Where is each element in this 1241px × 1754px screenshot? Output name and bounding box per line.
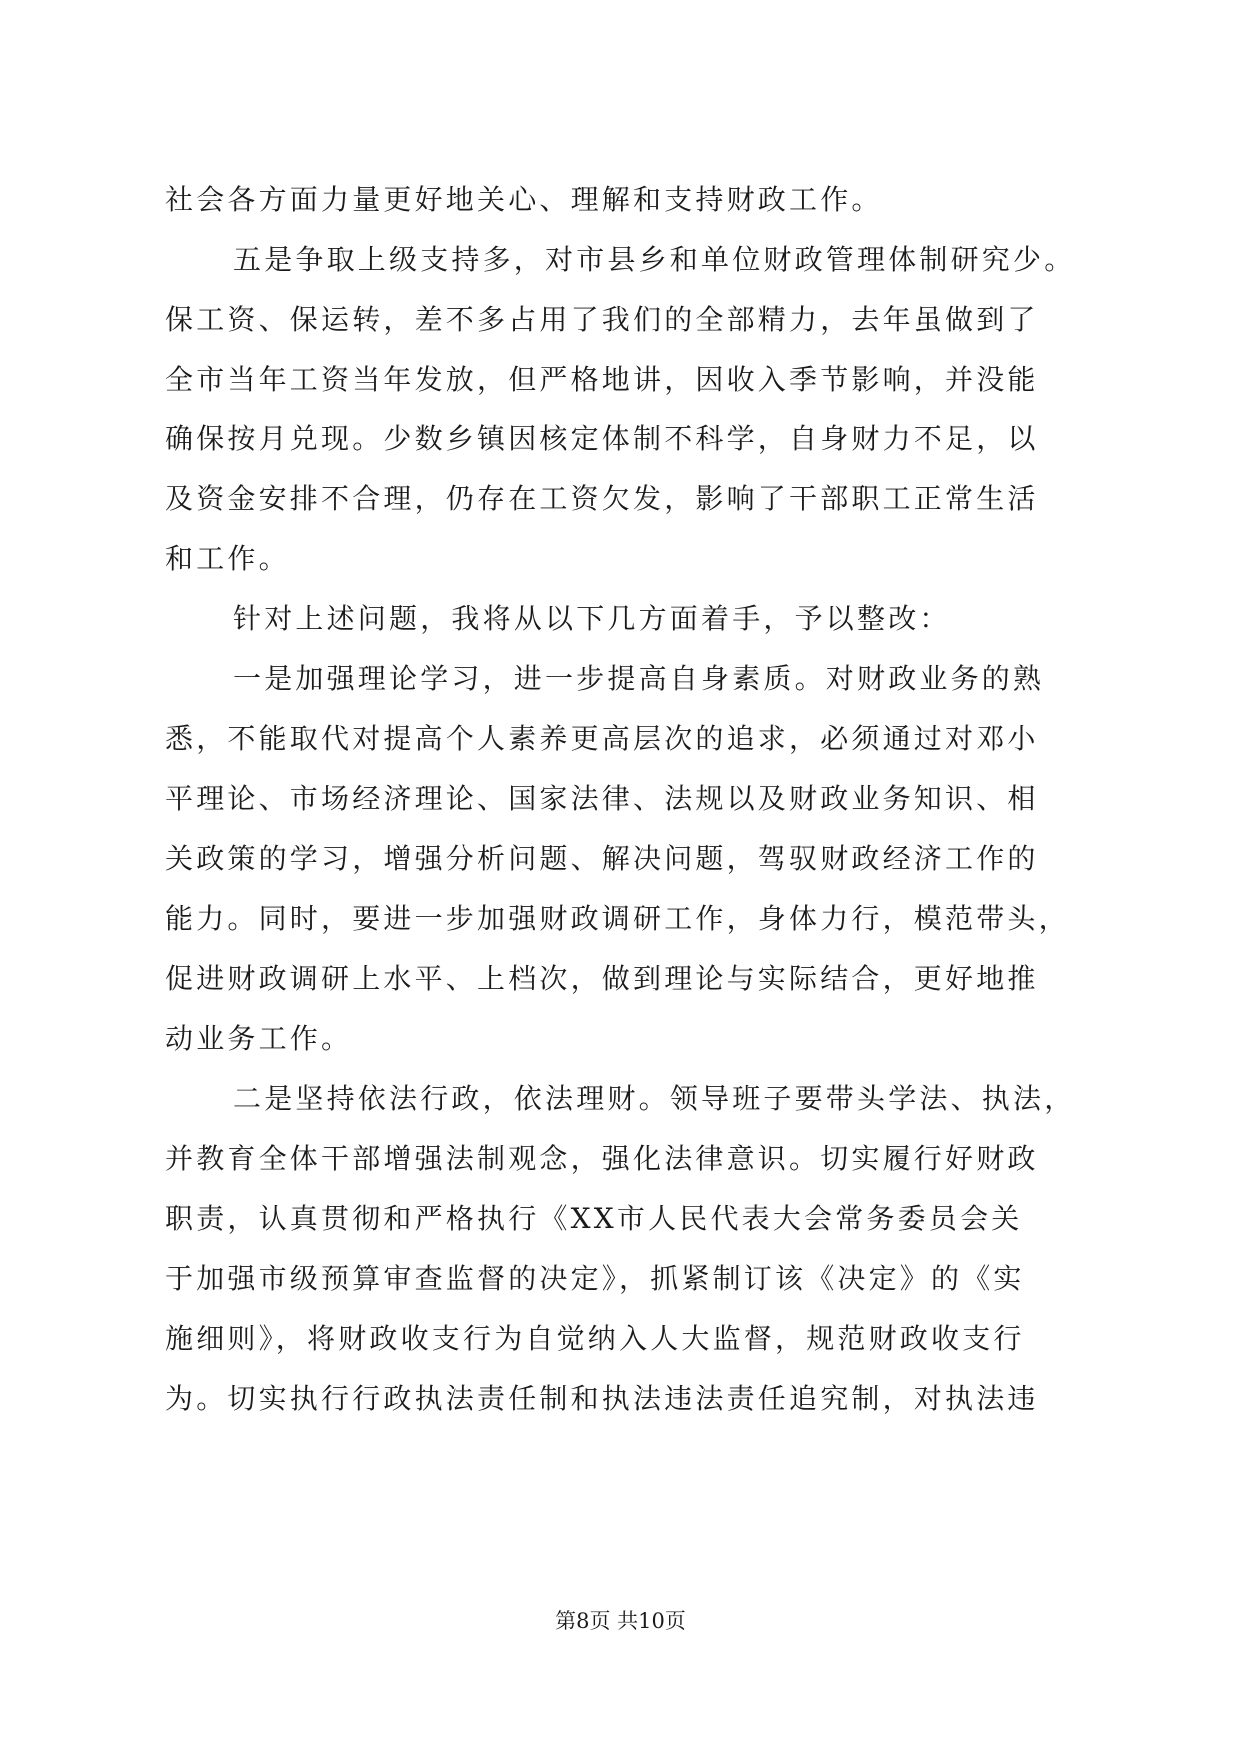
paragraph-line: 一是加强理论学习，进一步提高自身素质。对财政业务的熟: [233, 662, 1045, 695]
paragraph-line: 悉，不能取代对提高个人素养更高层次的追求，必须通过对邓小: [165, 722, 1039, 755]
paragraph-line: 施细则》，将财政收支行为自觉纳入人大监督，规范财政收支行: [165, 1322, 1025, 1355]
paragraph-line: 二是坚持依法行政，依法理财。领导班子要带头学法、执法，: [233, 1082, 1076, 1115]
paragraph-line: 针对上述问题，我将从以下几方面着手，予以整改：: [233, 602, 951, 635]
paragraph-line: 全市当年工资当年发放，但严格地讲，因收入季节影响，并没能: [165, 363, 1039, 396]
paragraph-line: 关政策的学习，增强分析问题、解决问题，驾驭财政经济工作的: [165, 842, 1039, 875]
paragraph-line: 平理论、市场经济理论、国家法律、法规以及财政业务知识、相: [165, 782, 1039, 815]
paragraph-line: 能力。同时，要进一步加强财政调研工作，身体力行，模范带头，: [165, 902, 1070, 935]
paragraph-line: 于加强市级预算审查监督的决定》，抓紧制订该《决定》的《实: [165, 1262, 1025, 1295]
page-number-footer: 第8页 共10页: [555, 1609, 686, 1633]
paragraph-line: 职责，认真贯彻和严格执行《XX市人民代表大会常务委员会关: [165, 1202, 1023, 1235]
paragraph-line: 动业务工作。: [165, 1022, 353, 1055]
paragraph-line: 五是争取上级支持多，对市县乡和单位财政管理体制研究少。: [233, 243, 1076, 276]
paragraph-line: 为。切实执行行政执法责任制和执法违法责任追究制，对执法违: [165, 1382, 1039, 1415]
paragraph-line: 和工作。: [165, 542, 290, 575]
paragraph-line: 并教育全体干部增强法制观念，强化法律意识。切实履行好财政: [165, 1142, 1039, 1175]
paragraph-line: 及资金安排不合理，仍存在工资欠发，影响了干部职工正常生活: [165, 482, 1039, 515]
paragraph-line: 保工资、保运转，差不多占用了我们的全部精力，去年虽做到了: [165, 303, 1039, 336]
paragraph-line: 社会各方面力量更好地关心、理解和支持财政工作。: [165, 183, 883, 216]
paragraph-line: 促进财政调研上水平、上档次，做到理论与实际结合，更好地推: [165, 962, 1039, 995]
paragraph-line: 确保按月兑现。少数乡镇因核定体制不科学，自身财力不足，以: [165, 422, 1039, 455]
